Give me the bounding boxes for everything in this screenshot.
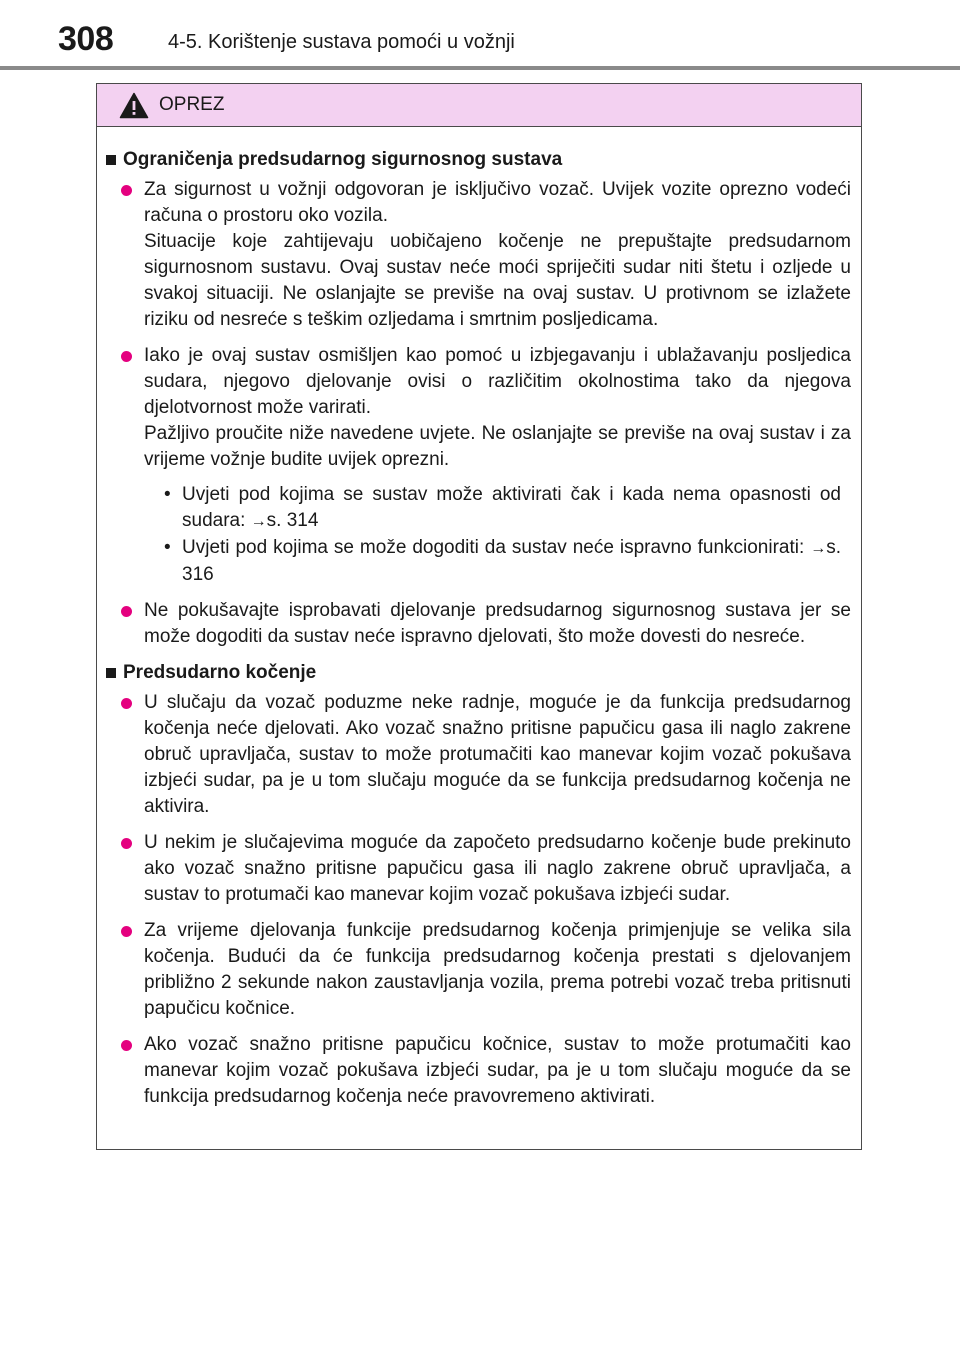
arrow-right-icon: →: [810, 540, 827, 557]
bullet-dot-icon: [121, 351, 132, 362]
caution-body: [97, 127, 861, 1110]
bullet-paragraph: U nekim je slučajevima moguće da započeto predsudarno kočenje bude prekinuto ako vozač snažno pritisne papučicu gasa ili naglo zakrene obruč upravljača, a sustav to protumači kao manevar kojim vozač pokušava izbjeći sudar.: [144, 832, 851, 905]
square-bullet-icon: [106, 668, 116, 678]
bullet-paragraph: Iako je ovaj sustav osmišljen kao pomoć u izbjegavanju i ublažavanju posljedica sudara, njegovo djelovanje ovisi o različitim okolnostima tako da njegova djelotvornost može varirati.: [144, 345, 851, 418]
bullet-item: [105, 343, 851, 588]
sub-list: [144, 482, 851, 588]
sub-bullet: •: [164, 484, 171, 505]
page-header: [0, 0, 960, 68]
bullet-paragraph: Pažljivo proučite niže navedene uvjete. Ne oslanjajte se previše na ovaj sustav i za vrijeme vožnje budite uvijek oprezni.: [144, 423, 851, 470]
caution-box: [96, 83, 862, 1150]
bullet-item: [105, 177, 851, 333]
bullet-paragraph: Ako vozač snažno pritisne papučicu kočnice, sustav to može protumačiti kao manevar kojim vozač pokušava izbjeći sudar, pa je u tom slučaju moguće da se funkcija predsudarnog kočenja neće pravovremeno aktivirati.: [144, 1034, 851, 1107]
page-reference: s. 314: [266, 510, 319, 531]
sub-item-text: Uvjeti pod kojima se može dogoditi da sustav neće ispravno funkcionirati:: [182, 537, 811, 558]
header-rule: [0, 66, 960, 70]
section-heading: [105, 147, 851, 173]
bullet-dot-icon: [121, 838, 132, 849]
section-heading: [105, 660, 851, 686]
page-number: 308: [58, 20, 114, 58]
bullet-paragraph: U slučaju da vozač poduzme neke radnje, moguće je da funkcija predsudarnog kočenja neće djelovati. Ako vozač snažno pritisne papučicu gasa ili naglo zakrene obruč upravljača, sustav to može protumačiti kao manevar kojim vozač pokušava izbjeći sudar, pa je u tom slučaju moguće da se funkcija predsudarnog kočenja ne aktivira.: [144, 692, 851, 817]
bullet-item: [105, 830, 851, 908]
arrow-right-icon: →: [250, 513, 267, 530]
bullet-dot-icon: [121, 926, 132, 937]
section-title: 4-5. Korištenje sustava pomoći u vožnji: [168, 31, 515, 53]
sub-item-text: Uvjeti pod kojima se sustav može aktivirati čak i kada nema opasnosti od sudara:: [182, 484, 841, 531]
sub-list-item: [144, 482, 841, 535]
page-reference: s. 316: [182, 537, 841, 585]
square-bullet-icon: [106, 155, 116, 165]
section-heading-text: Predsudarno kočenje: [123, 662, 317, 683]
caution-label: OPREZ: [159, 94, 225, 115]
bullet-item: [105, 918, 851, 1022]
warning-icon: [119, 92, 149, 119]
bullet-paragraph: Ne pokušavajte isprobavati djelovanje predsudarnog sigurnosnog sustava jer se može dogoditi da sustav neće ispravno djelovati, što može dovesti do nesreće.: [144, 600, 851, 647]
bullet-item: [105, 690, 851, 820]
bullet-paragraph: Za vrijeme djelovanja funkcije predsudarnog kočenja primjenjuje se velika sila kočenja. Budući da će funkcija predsudarnog kočenja prestati s djelovanjem približno 2 sekunde nakon zaustavljanja vozila, prema potrebi vozač treba pritisnuti papučicu kočnice.: [144, 920, 851, 1019]
bullet-item: [105, 598, 851, 650]
bullet-paragraph: Situacije koje zahtijevaju uobičajeno kočenje ne prepuštajte predsudarnom sigurnosnom sustavu. Ovaj sustav neće moći spriječiti sudar niti štetu i ozljede u svakoj situaciji. Ne oslanjajte se previše na ovaj sustav. U protivnom se izlažete riziku od nesreće s teškim ozljedama i smrtnim posljedicama.: [144, 231, 851, 330]
sub-bullet: •: [164, 537, 171, 558]
caution-header: [97, 84, 861, 127]
bullet-dot-icon: [121, 698, 132, 709]
bullet-item: [105, 1032, 851, 1110]
section-heading-text: Ograničenja predsudarnog sigurnosnog sustava: [123, 149, 563, 170]
bullet-dot-icon: [121, 185, 132, 196]
bullet-dot-icon: [121, 1040, 132, 1051]
bullet-paragraph: Za sigurnost u vožnji odgovoran je isključivo vozač. Uvijek vozite oprezno vodeći računa o prostoru oko vozila.: [144, 179, 851, 226]
bullet-dot-icon: [121, 606, 132, 617]
sub-list-item: [144, 535, 841, 588]
